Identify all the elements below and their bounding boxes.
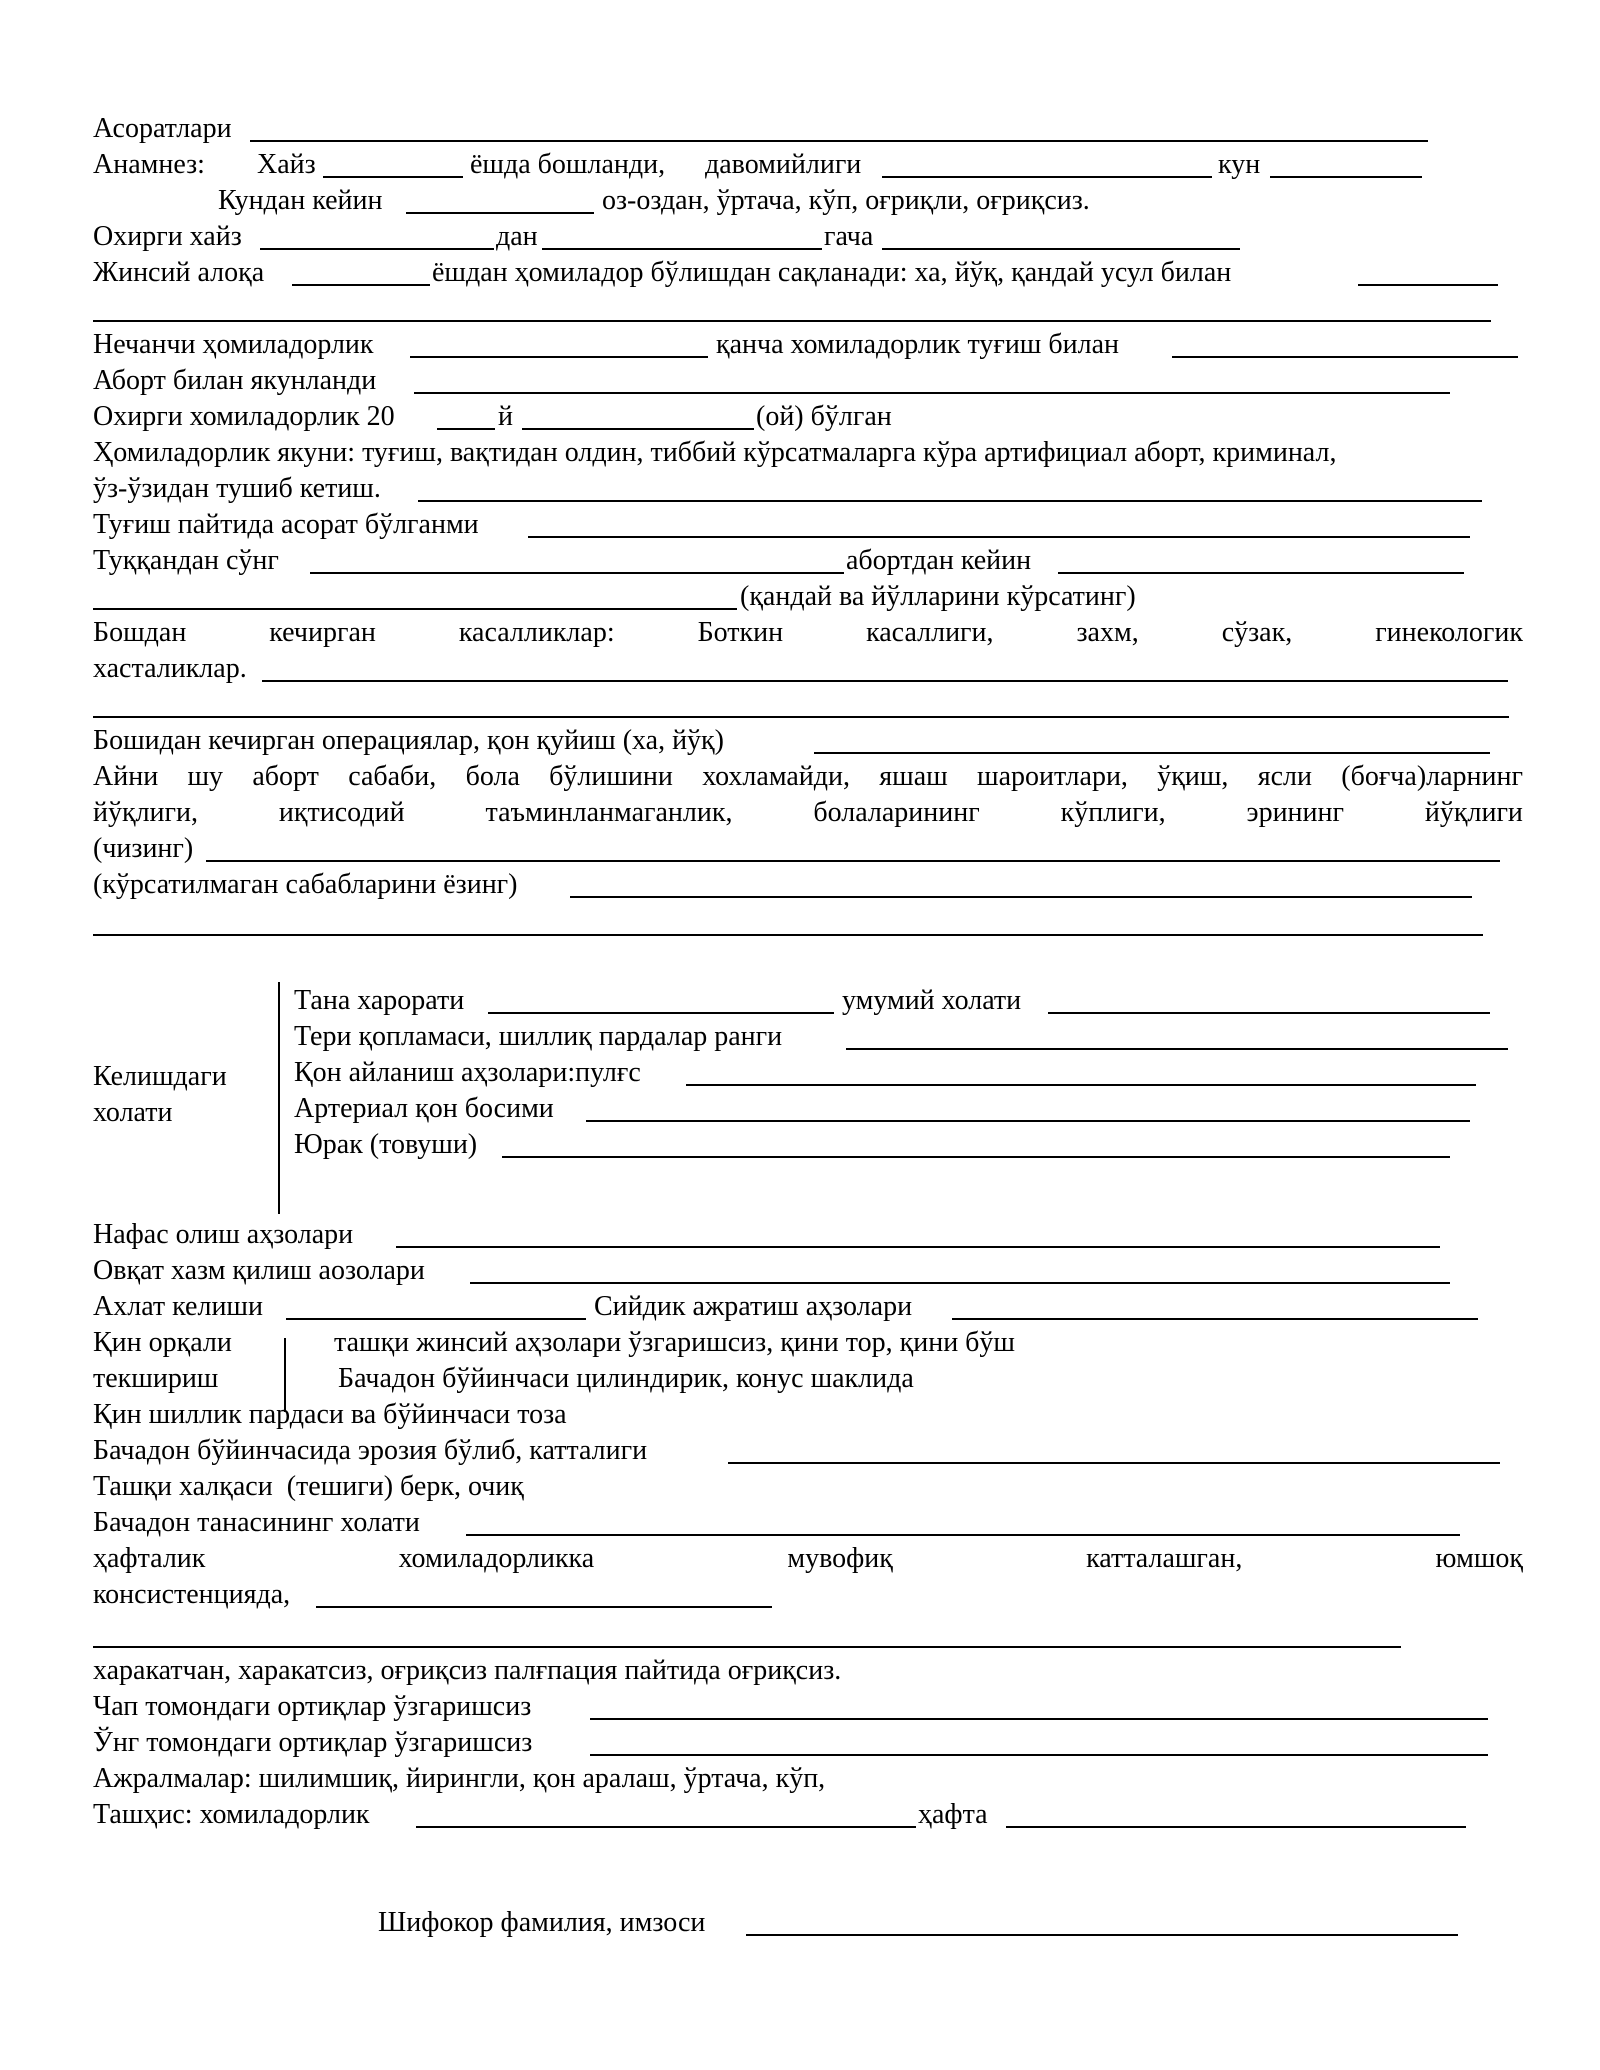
last-pregnancy-month-field[interactable] <box>522 428 754 430</box>
blood-pressure-label: Артериал қон босими <box>294 1093 554 1124</box>
word: мувофиқ <box>787 1543 893 1574</box>
duration-label: давомийлиги <box>705 149 862 180</box>
word: иқтисодий <box>278 797 405 828</box>
abortion-reason-line-2 <box>93 796 1523 830</box>
last-menses-label: Охирги хайз <box>93 221 242 252</box>
stool-label: Ахлат келиши <box>93 1291 263 1322</box>
last-menses-from-field[interactable] <box>260 248 494 250</box>
after-birth-field[interactable] <box>310 572 844 574</box>
cervix-erosion-label: Бачадон бўйинчасида эрозия бўлиб, катталиги <box>93 1435 648 1466</box>
complications-field[interactable] <box>250 140 1428 142</box>
word: касаллиги, <box>866 617 994 648</box>
weeks-label: ҳафта <box>918 1799 988 1830</box>
cycle-after-label: Кундан кейин <box>218 185 383 216</box>
respiratory-label: Нафас олиш аҳзолари <box>93 1219 354 1250</box>
last-pregnancy-label: Охирги хомиладорлик 20 <box>93 401 395 432</box>
pregnancy-number-field[interactable] <box>410 356 708 358</box>
left-adnexa-field[interactable] <box>590 1718 1488 1720</box>
word: юмшоқ <box>1435 1543 1523 1574</box>
skin-color-field[interactable] <box>846 1048 1508 1050</box>
general-state-field[interactable] <box>1048 1012 1490 1014</box>
digestive-label: Овқат хазм қилиш аозолари <box>93 1255 425 1286</box>
word: Боткин <box>697 617 784 648</box>
from-label: дан <box>496 221 538 252</box>
heart-label: Юрак (товуши) <box>294 1129 478 1160</box>
after-birth-label: Туққандан сўнг <box>93 545 279 576</box>
weekly-size-line <box>93 1542 1523 1576</box>
word: эрининг <box>1246 797 1344 828</box>
pregnancy-outcome-label: Ҳомиладорлик якуни: туғиш, вақтидан олдин, тиббий кўрсатмаларга кўра артифициал аборт, криминал, <box>93 437 1337 468</box>
word: ўқиш, <box>1157 761 1229 792</box>
blood-pressure-field[interactable] <box>586 1120 1470 1122</box>
word: ҳафталик <box>93 1543 206 1574</box>
left-adnexa-label: Чап томондаги ортиқлар ўзгаришсиз <box>93 1691 532 1722</box>
digestive-field[interactable] <box>470 1282 1450 1284</box>
vaginal-exam-label-2: текшириш <box>93 1363 219 1394</box>
cervix-shape-text: Бачадон бўйинчаси цилиндирик, конус шаклида <box>338 1363 914 1394</box>
abortion-reason-field[interactable] <box>206 860 1500 862</box>
operations-label: Бошидан кечирган операциялар, қон қуйиш (ха, йўқ) <box>93 725 724 756</box>
after-abortion-label: абортдан кейин <box>846 545 1032 576</box>
uterus-state-field[interactable] <box>466 1534 1460 1536</box>
sexual-relations-label: Жинсий алоқа <box>93 257 265 288</box>
uterus-state-label: Бачадон танасининг холати <box>93 1507 420 1538</box>
illnesses-extra-field[interactable] <box>93 716 1509 718</box>
ended-abortion-label: Аборт билан якунланди <box>93 365 377 396</box>
word: гинекологик <box>1375 617 1523 648</box>
word: яшаш <box>879 761 948 792</box>
word: касалликлар: <box>458 617 615 648</box>
status-label-2: холати <box>93 1097 173 1128</box>
status-divider <box>278 982 280 1214</box>
discharge-text: Ажралмалар: шилимшиқ, йирингли, қон аралаш, ўртача, кўп, <box>93 1763 826 1794</box>
complications-label: Асоратлари <box>93 113 232 144</box>
ended-abortion-field[interactable] <box>414 392 1450 394</box>
other-reasons-extra-field[interactable] <box>93 934 1483 936</box>
word: Бошдан <box>93 617 187 648</box>
contraception-method-field[interactable] <box>1358 284 1498 286</box>
doctor-signature-label: Шифокор фамилия, имзоси <box>378 1907 706 1938</box>
right-adnexa-field[interactable] <box>590 1754 1488 1756</box>
word: хохламайди, <box>702 761 850 792</box>
general-state-label: умумий холати <box>842 985 1022 1016</box>
menses-age-field[interactable] <box>323 176 463 178</box>
status-label-1: Келишдаги <box>93 1061 227 1092</box>
operations-field[interactable] <box>814 752 1490 754</box>
contraception-extra-field[interactable] <box>93 320 1491 322</box>
word: сўзак, <box>1221 617 1293 648</box>
menses-label: Хайз <box>257 149 316 180</box>
consistency-label: консистенцияда, <box>93 1579 291 1610</box>
word: бўлишини <box>549 761 673 792</box>
days-field[interactable] <box>1270 176 1422 178</box>
word: бола <box>465 761 520 792</box>
pregnancy-number-label: Нечанчи ҳомиладорлик <box>93 329 374 360</box>
word: Айни <box>93 761 159 792</box>
outer-os-text: Ташқи халқаси (тешиги) берк, очиқ <box>93 1471 524 1502</box>
after-complication-detail-field[interactable] <box>93 608 737 610</box>
mucosa-clean-text: Қин шиллик пардаси ва бўйинчаси тоза <box>93 1399 567 1430</box>
underline-it-label: (чизинг) <box>93 833 194 864</box>
last-pregnancy-year-field[interactable] <box>437 428 495 430</box>
word: ясли <box>1257 761 1312 792</box>
past-diseases-line <box>93 616 1523 650</box>
days-label: кун <box>1218 149 1261 180</box>
word: сабаби, <box>348 761 437 792</box>
cycle-after-field[interactable] <box>406 212 594 214</box>
urinary-field[interactable] <box>952 1318 1478 1320</box>
respiratory-field[interactable] <box>396 1246 1440 1248</box>
word: таъминланмаганлик, <box>485 797 733 828</box>
cycle-options: оз-оздан, ўртача, кўп, оғриқли, оғриқсиз. <box>602 185 1090 216</box>
birth-complication-field[interactable] <box>528 536 1470 538</box>
doctor-signature-field[interactable] <box>746 1934 1458 1936</box>
temperature-field[interactable] <box>488 1012 834 1014</box>
other-reasons-label: (кўрсатилмаган сабабларини ёзинг) <box>93 869 518 900</box>
how-many-births-label: қанча хомиладорлик туғиш билан <box>716 329 1119 360</box>
spontaneous-label: ўз-ўзидан тушиб кетиш. <box>93 473 381 504</box>
word: катталашган, <box>1086 1543 1243 1574</box>
word: кўплиги, <box>1060 797 1166 828</box>
word: шароитлари, <box>977 761 1128 792</box>
word: шу <box>187 761 224 792</box>
weeks-field[interactable] <box>1006 1826 1466 1828</box>
cervix-erosion-field[interactable] <box>728 1462 1500 1464</box>
indicate-which-label: (қандай ва йўлларини кўрсатинг) <box>740 581 1136 612</box>
how-many-births-field[interactable] <box>1172 356 1518 358</box>
contraception-label: ёшдан ҳомиладор бўлишдан сақланади: ха, йўқ, қандай усул билан <box>432 257 1232 288</box>
word: йўқлиги, <box>93 797 199 828</box>
word: аборт <box>252 761 319 792</box>
temperature-label: Тана харорати <box>294 985 465 1016</box>
until-label: гача <box>824 221 874 252</box>
after-abortion-field[interactable] <box>1058 572 1464 574</box>
circulation-field[interactable] <box>686 1084 1476 1086</box>
skin-color-label: Тери қопламаси, шиллиқ пардалар ранги <box>294 1021 783 1052</box>
word: кечирган <box>269 617 376 648</box>
consistency-field[interactable] <box>316 1606 772 1608</box>
urinary-label: Сийдик ажратиш аҳзолари <box>594 1291 913 1322</box>
right-adnexa-label: Ўнг томондаги ортиқлар ўзгаришсиз <box>93 1727 533 1758</box>
vaginal-exam-label-1: Қин орқали <box>93 1327 232 1358</box>
duration-field[interactable] <box>882 176 1212 178</box>
last-menses-until-field[interactable] <box>542 248 822 250</box>
anamnesis-label: Анамнез: <box>93 149 205 180</box>
stool-field[interactable] <box>286 1318 586 1320</box>
year-label: й <box>498 401 513 432</box>
birth-complication-label: Туғиш пайтида асорат бўлганми <box>93 509 479 540</box>
word: захм, <box>1076 617 1139 648</box>
consistency-extra-field[interactable] <box>93 1646 1401 1648</box>
illnesses-field[interactable] <box>262 680 1508 682</box>
word: болаларининг <box>813 797 980 828</box>
external-genitals-text: ташқи жинсий аҳзолари ўзгаришсиз, қини тор, қини бўш <box>334 1327 1015 1358</box>
heart-field[interactable] <box>502 1156 1450 1158</box>
word: (боғча)ларнинг <box>1341 761 1523 792</box>
illnesses-label: хасталиклар. <box>93 653 247 684</box>
word: хомиладорликка <box>398 1543 595 1574</box>
diagnosis-field[interactable] <box>416 1826 916 1828</box>
circulation-label: Қон айланиш аҳзолари:пулғс <box>294 1057 641 1088</box>
abortion-reason-line-1 <box>93 760 1523 794</box>
sexual-relations-age-field[interactable] <box>292 284 430 286</box>
mobility-text: харакатчан, харакатсиз, оғриқсиз палғпация пайтида оғриқсиз. <box>93 1655 842 1686</box>
other-reasons-field[interactable] <box>570 896 1472 898</box>
pregnancy-outcome-field[interactable] <box>418 500 1482 502</box>
started-age-label: ёшда бошланди, <box>470 149 666 180</box>
month-was-label: (ой) бўлган <box>756 401 892 432</box>
last-menses-end-field[interactable] <box>882 248 1240 250</box>
diagnosis-label: Ташҳис: хомиладорлик <box>93 1799 370 1830</box>
word: йўқлиги <box>1424 797 1523 828</box>
